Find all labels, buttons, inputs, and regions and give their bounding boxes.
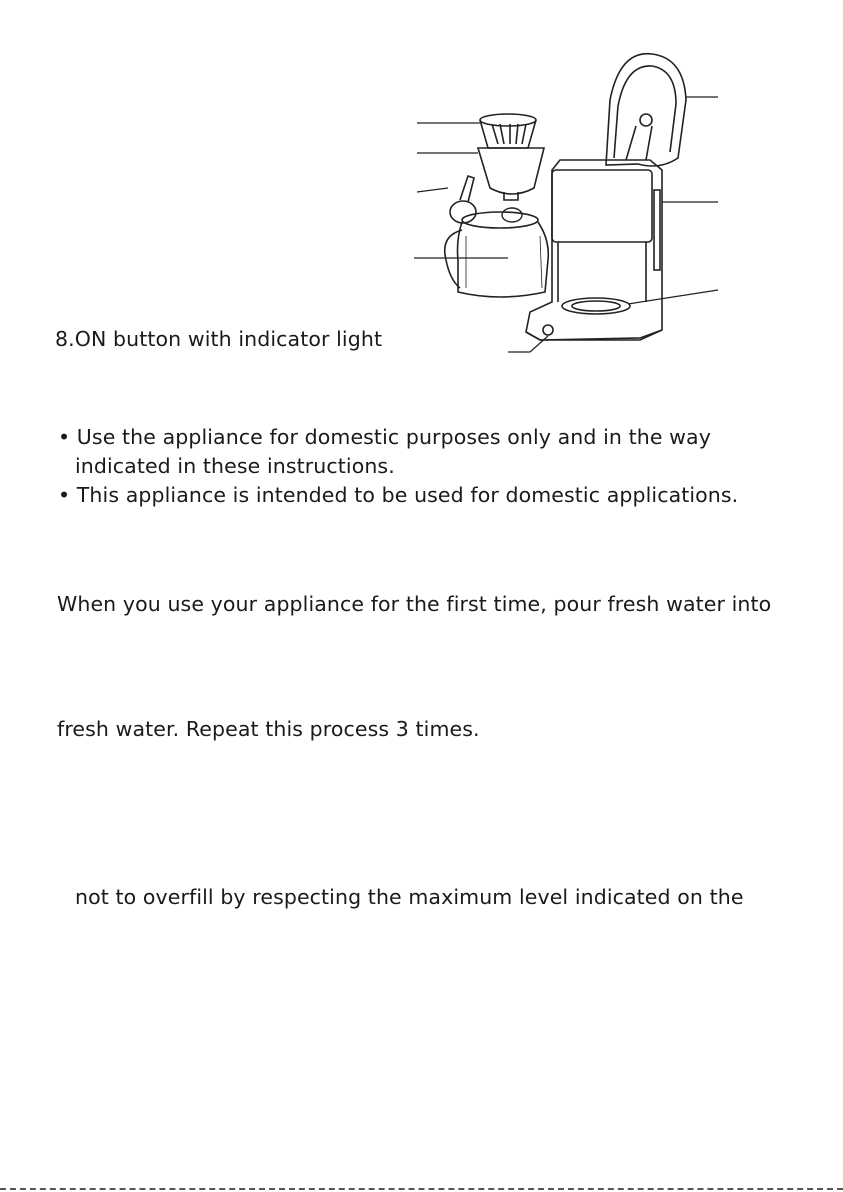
usage-bullet-2: • This appliance is intended to be used for domestic applications. xyxy=(58,483,739,507)
first-use-line-2: fresh water. Repeat this process 3 times. xyxy=(57,717,480,741)
measuring-spoon-icon xyxy=(450,176,476,223)
hinged-lid-icon xyxy=(606,54,686,166)
usage-bullet-1-line-2: indicated in these instructions. xyxy=(75,454,395,478)
permanent-filter-icon xyxy=(480,114,536,148)
first-use-line-1: When you use your appliance for the first time, pour fresh water into xyxy=(57,592,772,616)
coffee-maker-body-icon xyxy=(526,160,662,340)
page-bottom-rule xyxy=(0,1188,843,1190)
glass-carafe-icon xyxy=(445,212,549,297)
coffee-maker-exploded-diagram xyxy=(400,40,730,370)
filter-holder-icon xyxy=(478,148,544,200)
usage-bullet-1-line-1: • Use the appliance for domestic purposes only and in the way xyxy=(58,425,711,449)
drip-stop-icon xyxy=(502,208,522,222)
part-label-on-button: 8.ON button with indicator light xyxy=(55,327,383,351)
filling-instruction-line: not to overfill by respecting the maximum level indicated on the xyxy=(75,885,744,909)
